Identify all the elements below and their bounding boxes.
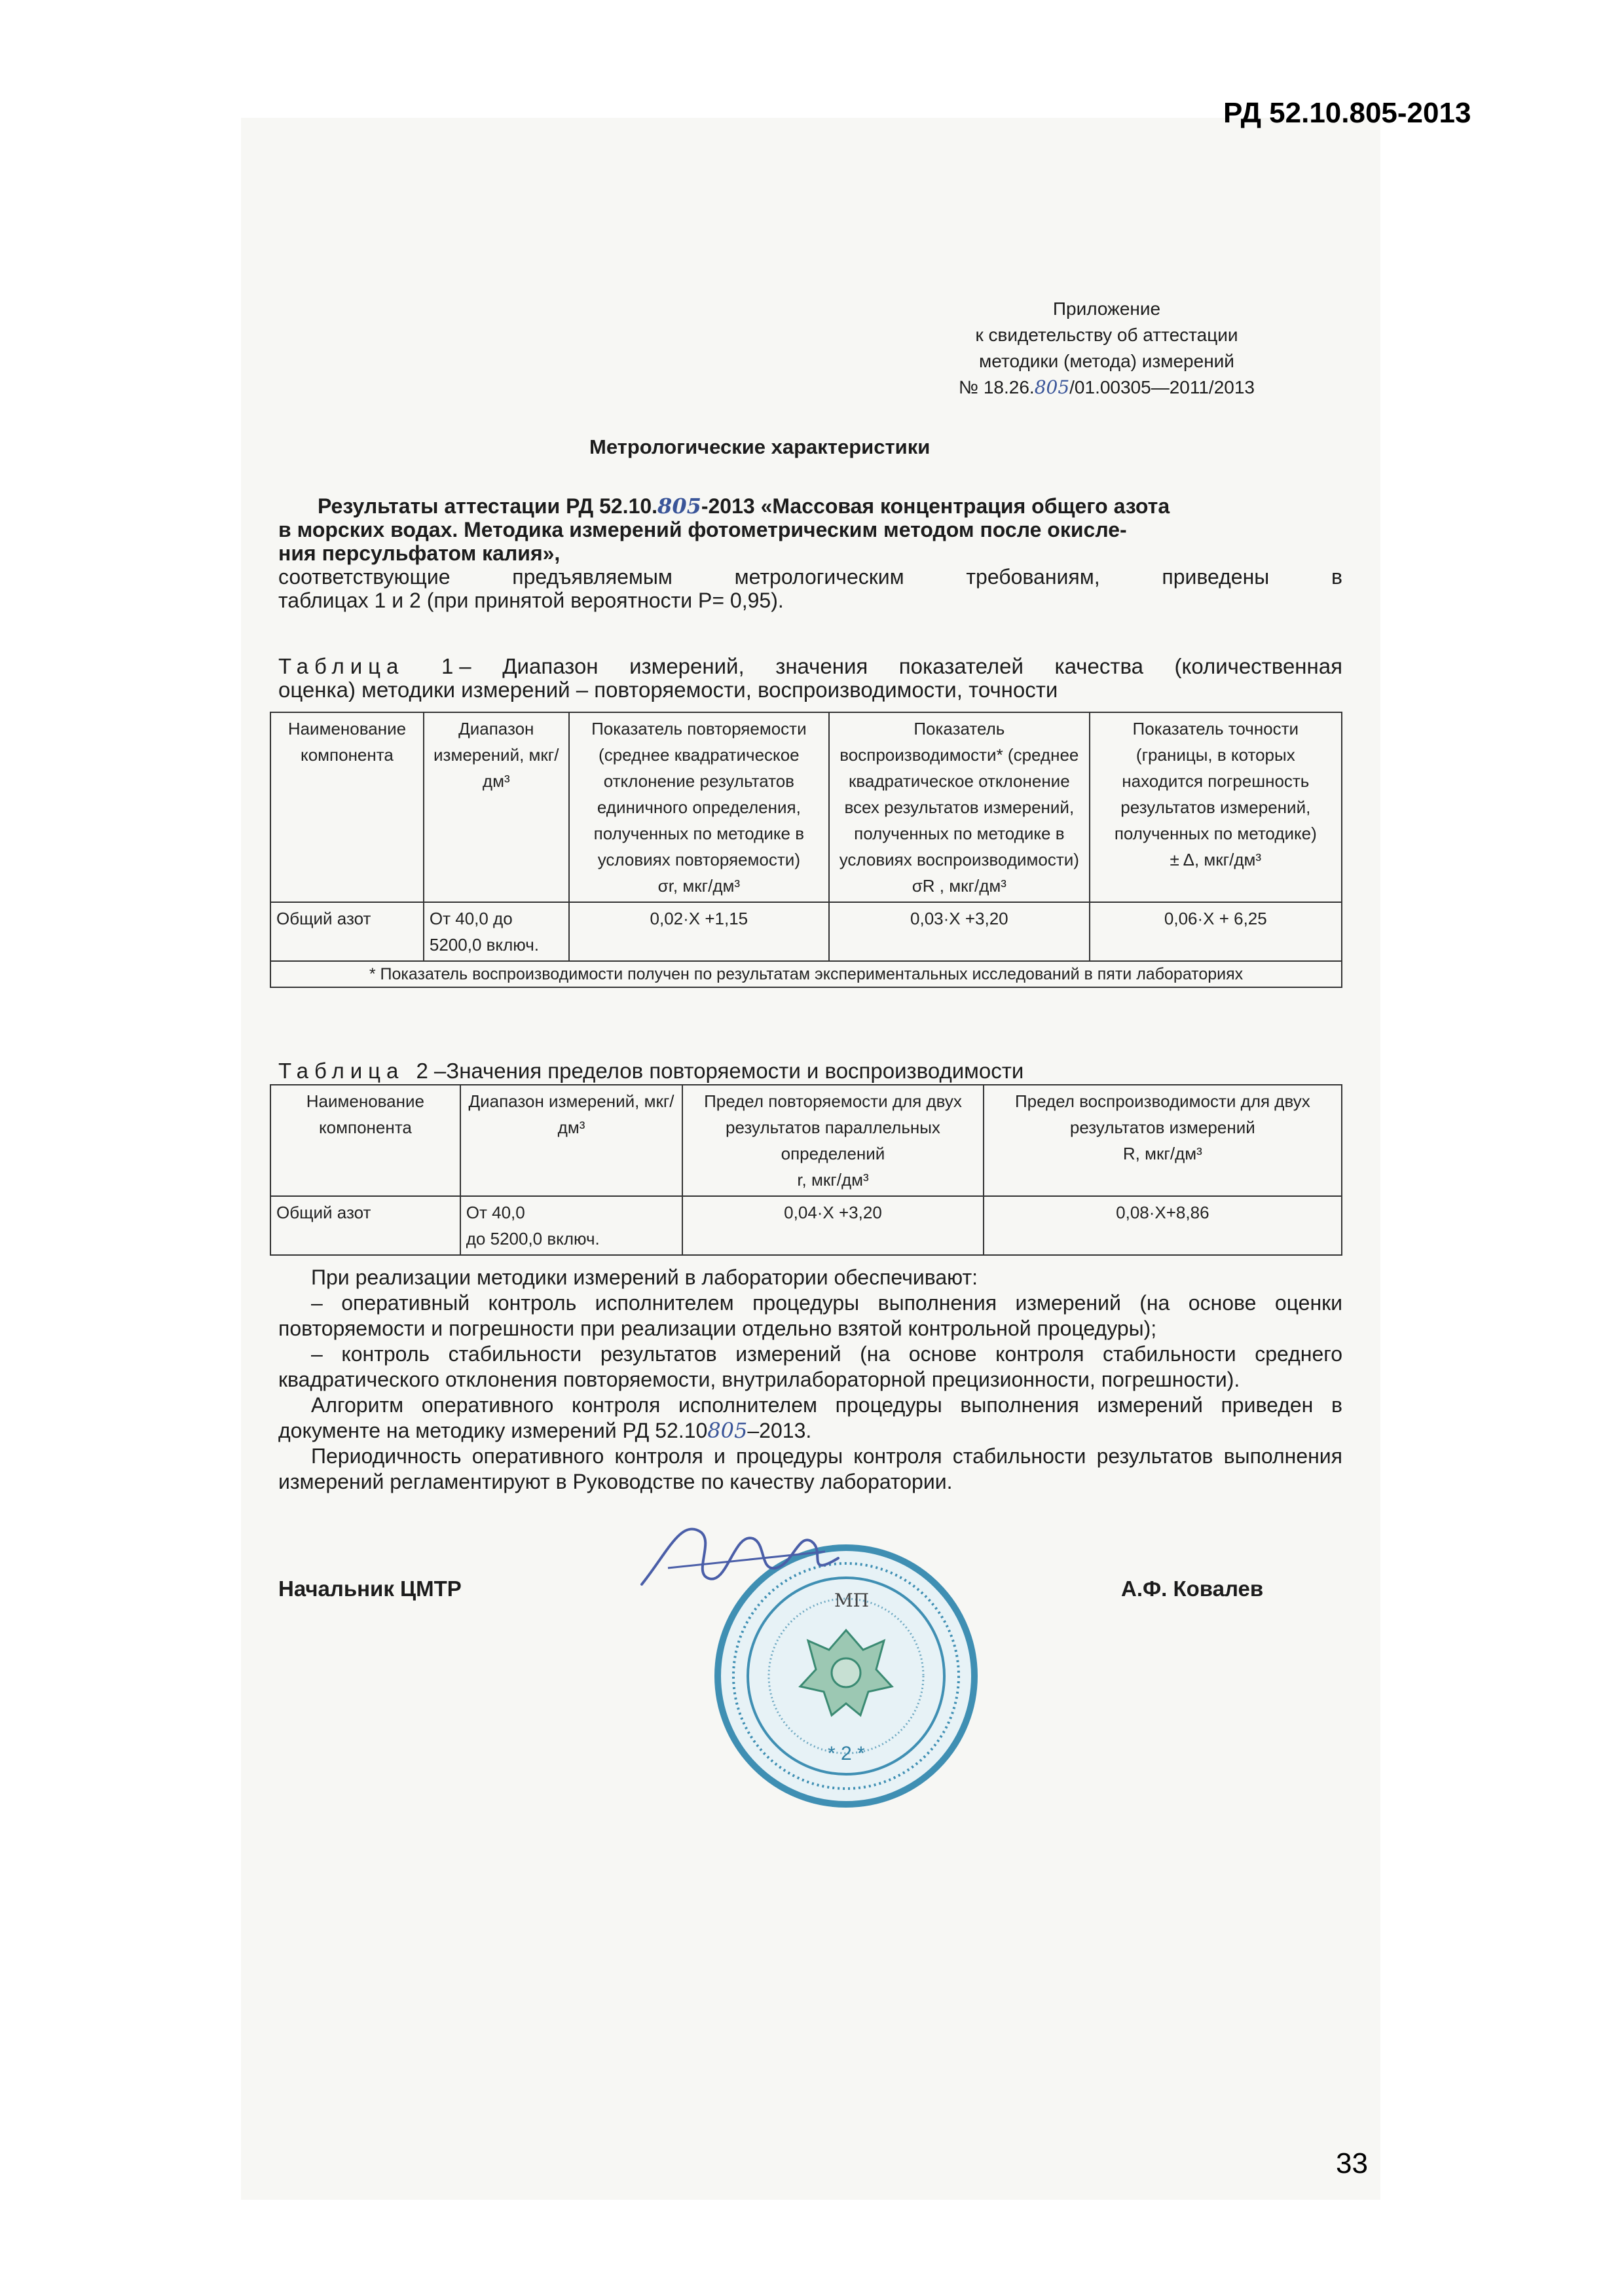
cell-repeatability: 0,02·X +1,15 — [569, 902, 829, 961]
header-repeatability: Показатель повторяемости (среднее квадратическое отклонение результатов единичного определения, полученных по методике в условиях повторяемости) σr, мкг/дм³ — [569, 712, 829, 902]
header-reproducibility: Показатель воспроизводимости* (среднее квадратическое отклонение всех результатов измерений, полученных по методике в условиях воспроизводимости) σR , мкг/дм³ — [829, 712, 1090, 902]
appendix-line: методики (метода) измерений — [979, 351, 1234, 371]
body-paragraph: Периодичность оперативного контроля и процедуры контроля стабильности результатов выполнения измерений регламентируют в Руководстве по качеству лаборатории. — [278, 1444, 1342, 1493]
appendix-line: Приложение — [1052, 299, 1161, 319]
cell-accuracy: 0,06·X + 6,25 — [1090, 902, 1342, 961]
signature-scribble — [629, 1506, 851, 1611]
appendix-header — [904, 296, 1310, 401]
seal-label: МП — [834, 1590, 870, 1611]
table-footnote: * Показатель воспроизводимости получен по результатам экспериментальных исследований в пяти лабораториях — [270, 961, 1342, 987]
header-accuracy: Показатель точности (границы, в которых находится погрешность результатов измерений, полученных по методике) ± Δ, мкг/дм³ — [1090, 712, 1342, 902]
body-paragraph: – контроль стабильности результатов измерений (на основе контроля стабильности среднего квадратического отклонения повторяемости, внутрилабораторной прецизионности, погрешности). — [278, 1342, 1342, 1391]
header-reproducibility-limit: Предел воспроизводимости для двух результатов измерений R, мкг/дм³ — [984, 1085, 1342, 1196]
cell-reproducibility-limit: 0,08·X+8,86 — [984, 1196, 1342, 1255]
handwritten-number: 805 — [657, 494, 701, 519]
chief-name: А.Ф. Ковалев — [1121, 1576, 1264, 1601]
section-title: Метрологические характеристики — [589, 435, 931, 458]
seal-mark: * 2 * — [828, 1743, 865, 1764]
cell-range: От 40,0 до 5200,0 включ. — [460, 1196, 683, 1255]
table-row — [270, 1196, 1342, 1255]
certificate-number: № 18.26.805/01.00305—2011/2013 — [959, 376, 1255, 398]
header-repeatability-limit: Предел повторяемости для двух результатов параллельных определений r, мкг/дм³ — [682, 1085, 983, 1196]
body-text — [278, 1265, 1342, 1495]
page-number: 33 — [1336, 2147, 1368, 2179]
table1-caption: Таблица 1– Диапазон измерений, значения показателей качества (количественная оценка) методики измерений – повторяемости, воспроизводимости, точности — [278, 654, 1342, 702]
table2-caption: Таблица 2–Значения пределов повторяемости и воспроизводимости — [278, 1059, 1024, 1083]
handwritten-number: 805 — [1034, 376, 1070, 398]
cell-component: Общий азот — [270, 1196, 460, 1255]
table-row — [270, 902, 1342, 961]
table-header-row — [270, 1085, 1342, 1196]
body-paragraph: При реализации методики измерений в лаборатории обеспечивают: — [311, 1266, 978, 1289]
table-header-row — [270, 712, 1342, 902]
header-component: Наименование компонента — [270, 712, 424, 902]
document-code: РД 52.10.805-2013 — [1223, 97, 1471, 129]
body-paragraph: – оперативный контроль исполнителем процедуры выполнения измерений (на основе оценки повторяемости и погрешности при реализации отдельно взятой контрольной процедуры); — [278, 1291, 1342, 1340]
header-component: Наименование компонента — [270, 1085, 460, 1196]
cell-range: От 40,0 до 5200,0 включ. — [424, 902, 569, 961]
appendix-line: к свидетельству об аттестации — [975, 325, 1238, 345]
table-1 — [270, 712, 1342, 988]
table-footnote-row — [270, 961, 1342, 987]
header-range: Диапазон измерений, мкг/дм³ — [460, 1085, 683, 1196]
intro-paragraph: Результаты аттестации РД 52.10.805-2013 «Массовая концентрация общего азота в морских водах. Методика измерений фотометрическим методом после окисле- ния персульфатом калия», соответствующие предъявляемым метрологическим требованиям, приведены в таблицах 1 и 2 (при принятой вероятности Р= 0,95). — [278, 494, 1342, 612]
cell-repeatability-limit: 0,04·X +3,20 — [682, 1196, 983, 1255]
table-2 — [270, 1084, 1342, 1256]
cell-reproducibility: 0,03·X +3,20 — [829, 902, 1090, 961]
handwritten-number: 805 — [707, 1418, 748, 1443]
chief-title: Начальник ЦМТР — [278, 1576, 462, 1601]
cell-component: Общий азот — [270, 902, 424, 961]
header-range: Диапазон измерений, мкг/дм³ — [424, 712, 569, 902]
body-paragraph: Алгоритм оперативного контроля исполнителем процедуры выполнения измерений приведен в документе на методику измерений РД 52.10805–2013. — [278, 1393, 1342, 1443]
